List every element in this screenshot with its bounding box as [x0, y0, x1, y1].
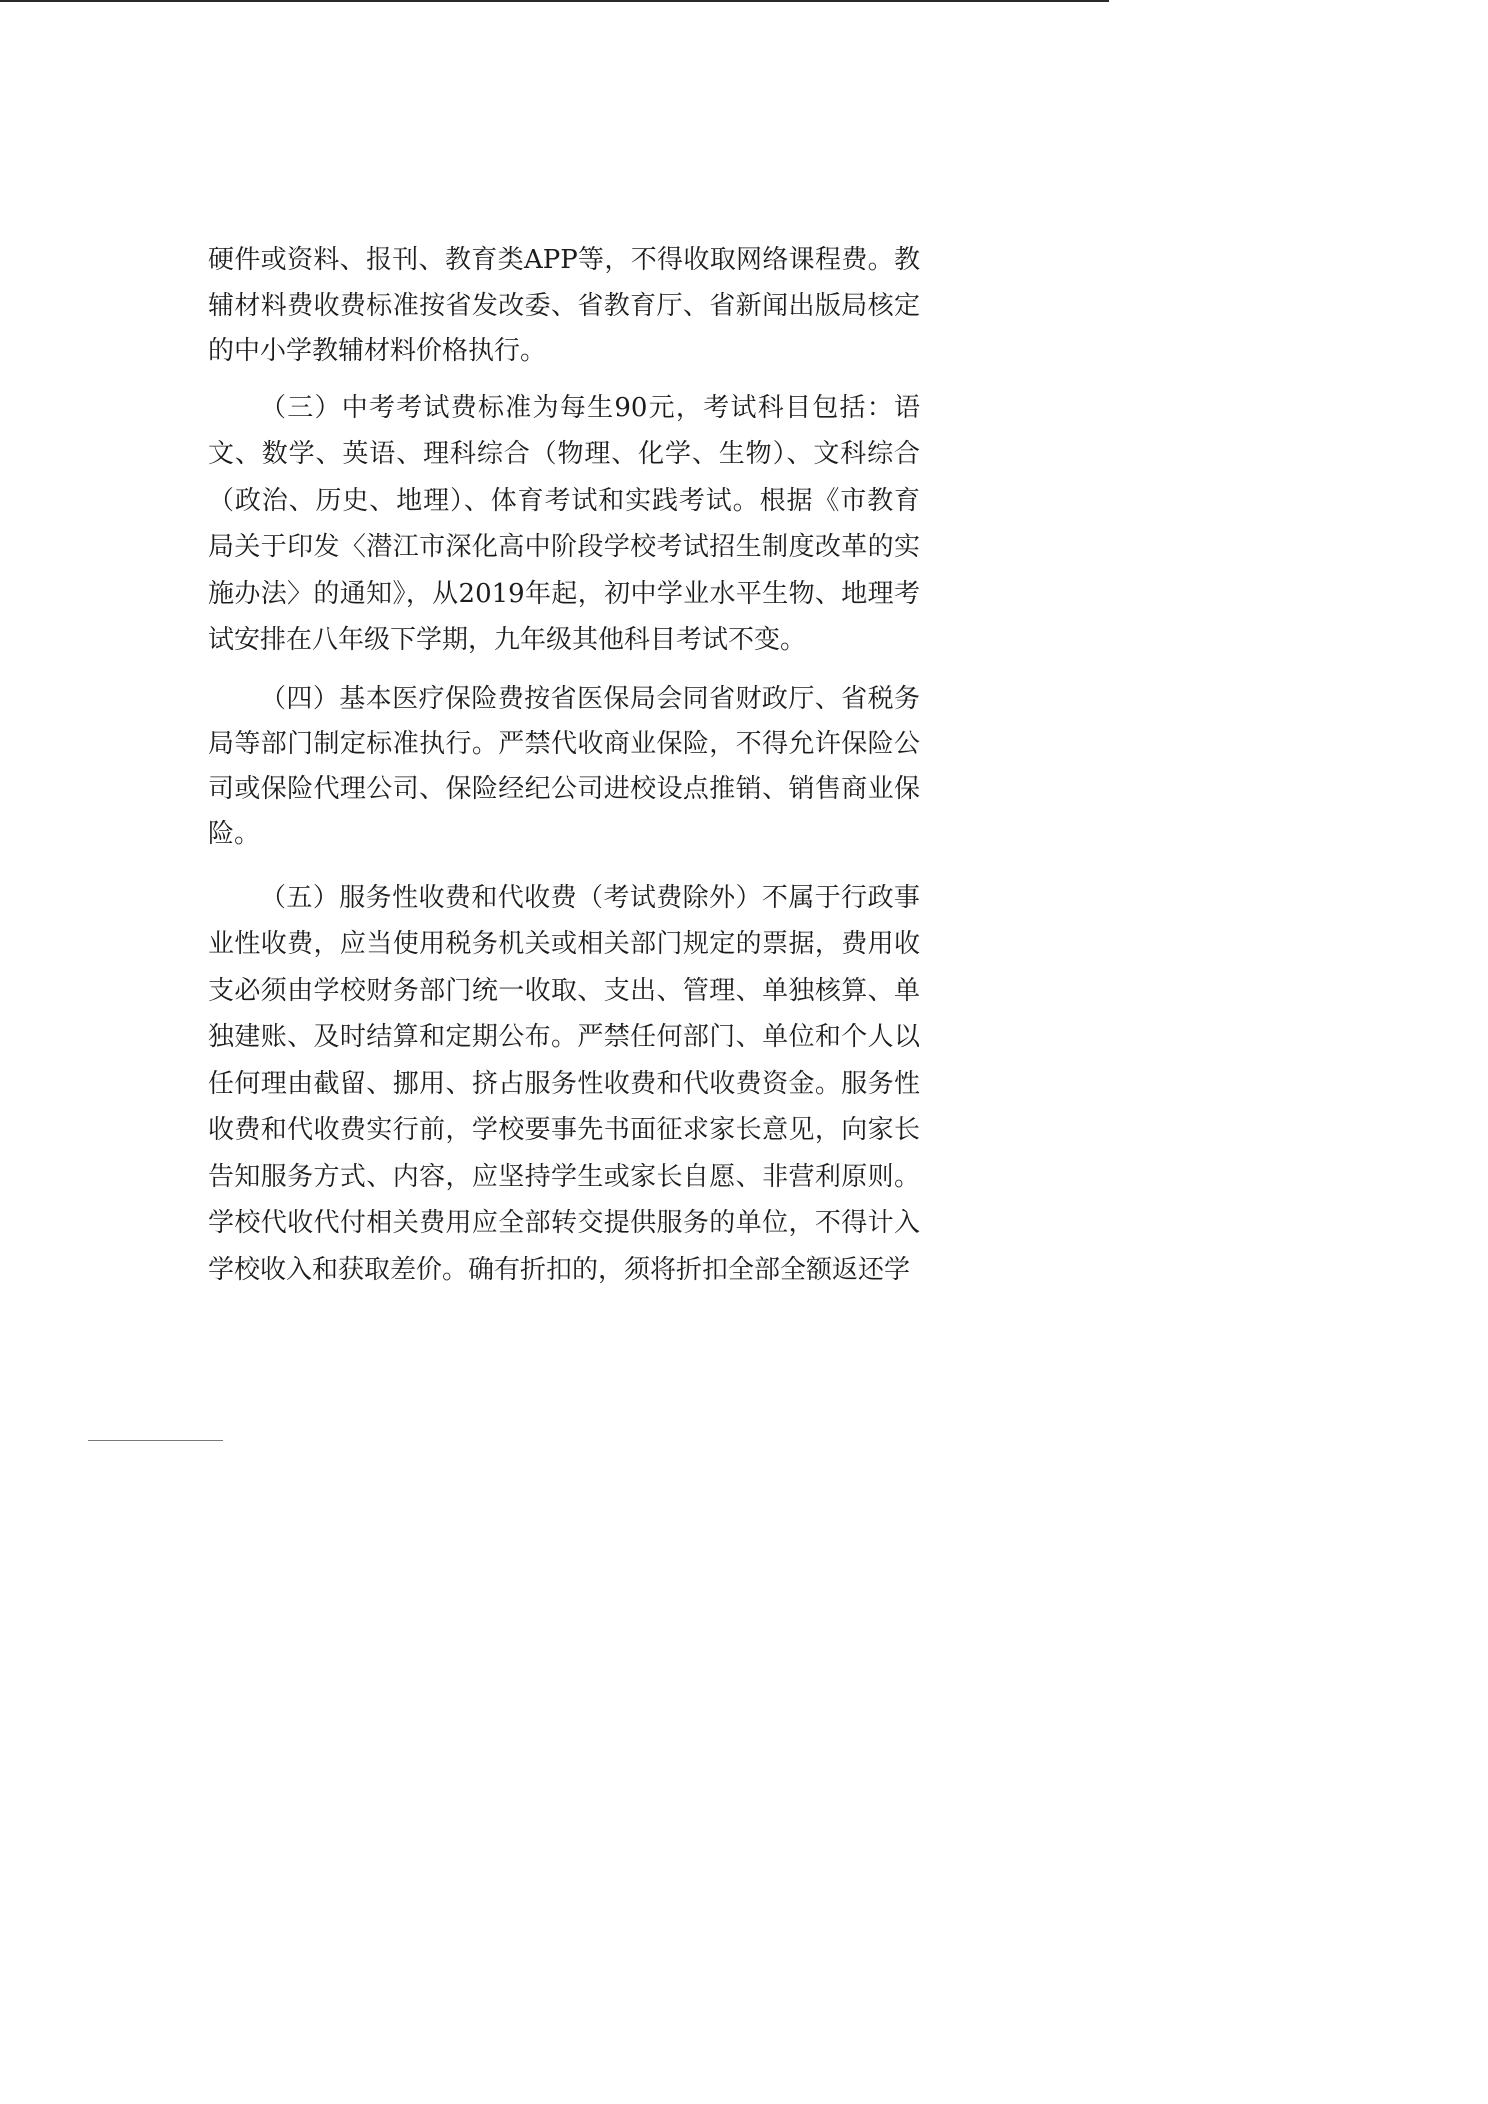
paragraph-exam-fee: （三）中考考试费标准为每生90元，考试科目包括：语文、数学、英语、理科综合（物理、化学、生物）、文科综合（政治、历史、地理）、体育考试和实践考试。根据《市教育局关于印发〈潜江市深化高中阶段学校考试招生制度改革的实施办法〉的通知》，从2019年起，初中学业水平生物、地理考试安排在八年级下学期，九年级其他科目考试不变。: [208, 392, 920, 656]
document-body: [208, 238, 920, 1293]
footnote-separator-line: [88, 1440, 223, 1441]
paragraph-service-fees: （五）服务性收费和代收费（考试费除外）不属于行政事业性收费，应当使用税务机关或相关部门规定的票据，费用收支必须由学校财务部门统一收取、支出、管理、单独核算、单独建账、及时结算和定期公布。严禁任何部门、单位和个人以任何理由截留、挪用、挤占服务性收费和代收费资金。服务性收费和代收费实行前，学校要事先书面征求家长意见，向家长告知服务方式、内容，应坚持学生或家长自愿、非营利原则。学校代收代付相关费用应全部转交提供服务的单位，不得计入学校收入和获取差价。确有折扣的，须将折扣全部全额返还学: [208, 882, 920, 1285]
paragraph-medical-insurance: （四）基本医疗保险费按省医保局会同省财政厅、省税务局等部门制定标准执行。严禁代收商业保险，不得允许保险公司或保险代理公司、保险经纪公司进校设点推销、销售商业保险。: [208, 683, 920, 849]
paragraph-teaching-materials-fee: 硬件或资料、报刊、教育类APP等，不得收取网络课程费。教辅材料费收费标准按省发改委、省教育厅、省新闻出版局核定的中小学教辅材料价格执行。: [208, 245, 920, 367]
page-top-edge: [0, 0, 1109, 2]
